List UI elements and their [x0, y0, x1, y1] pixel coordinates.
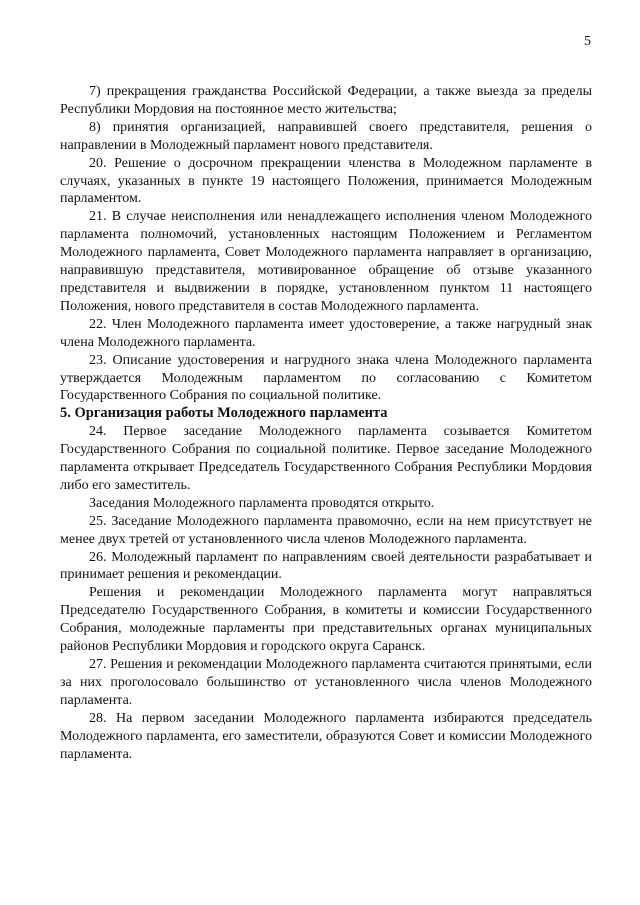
page-number: 5 [584, 34, 591, 49]
clause-22: 22. Член Молодежного парламента имеет удостоверение, а также нагрудный знак члена Молодежного парламента. [60, 316, 592, 350]
list-item-7: 7) прекращения гражданства Российской Федерации, а также выезда за пределы Республики Мордовия на постоянное место жительства; [60, 84, 592, 117]
clause-23: 23. Описание удостоверения и нагрудного знака члена Молодежного парламента утверждается Молодежным парламентом по согласованию с Комитетом Государственного Собрания по социальной политике. [60, 352, 592, 404]
clause-26-note: Решения и рекомендации Молодежного парламента могут направляться Председателю Государственного Собрания, в комитеты и комиссии Государственного Собрания, молодежные парламенты при представительных органах муниципальных районов Республики Мордовия и городского округа Саранск. [60, 585, 592, 655]
clause-21: 21. В случае неисполнения или ненадлежащего исполнения членом Молодежного парламента полномочий, установленных настоящим Положением и Регламентом Молодежного парламента, Совет Молодежного парламента направляет в организацию, направившую представителя, мотивированное обращение об отзыве указанного представителя и выдвижении в порядке, установленном пунктом 11 настоящего Положения, нового представителя в состав Молодежного парламента. [60, 209, 592, 314]
clause-27: 27. Решения и рекомендации Молодежного парламента считаются принятыми, если за них проголосовало большинство от установленного числа членов Молодежного парламента. [60, 657, 592, 708]
clause-20: 20. Решение о досрочном прекращении членства в Молодежном парламенте в случаях, указанных в пункте 19 настоящего Положения, принимается Молодежным парламентом. [60, 155, 592, 207]
list-item-8: 8) принятия организацией, направившей своего представителя, решения о направлении в Молодежный парламент нового представителя. [60, 119, 592, 153]
clause-25: 25. Заседание Молодежного парламента правомочно, если на нем присутствует не менее двух третей от установленного числа членов Молодежного парламента. [60, 513, 592, 547]
clause-28: 28. На первом заседании Молодежного парламента избираются председатель Молодежного парламента, его заместители, образуются Совет и комиссии Молодежного парламента. [60, 710, 592, 762]
clause-24: 24. Первое заседание Молодежного парламента созывается Комитетом Государственного Собрания по социальной политике. Первое заседание Молодежного парламента открывает Председатель Государственного Собрания Республики Мордовия либо его заместитель. [60, 424, 592, 493]
clause-24-note: Заседания Молодежного парламента проводятся открыто. [89, 495, 435, 511]
section-heading: 5. Организация работы Молодежного парламента [60, 405, 388, 422]
clause-26: 26. Молодежный парламент по направлениям своей деятельности разрабатывает и принимает решения и рекомендации. [60, 549, 592, 583]
document-body [60, 83, 592, 763]
